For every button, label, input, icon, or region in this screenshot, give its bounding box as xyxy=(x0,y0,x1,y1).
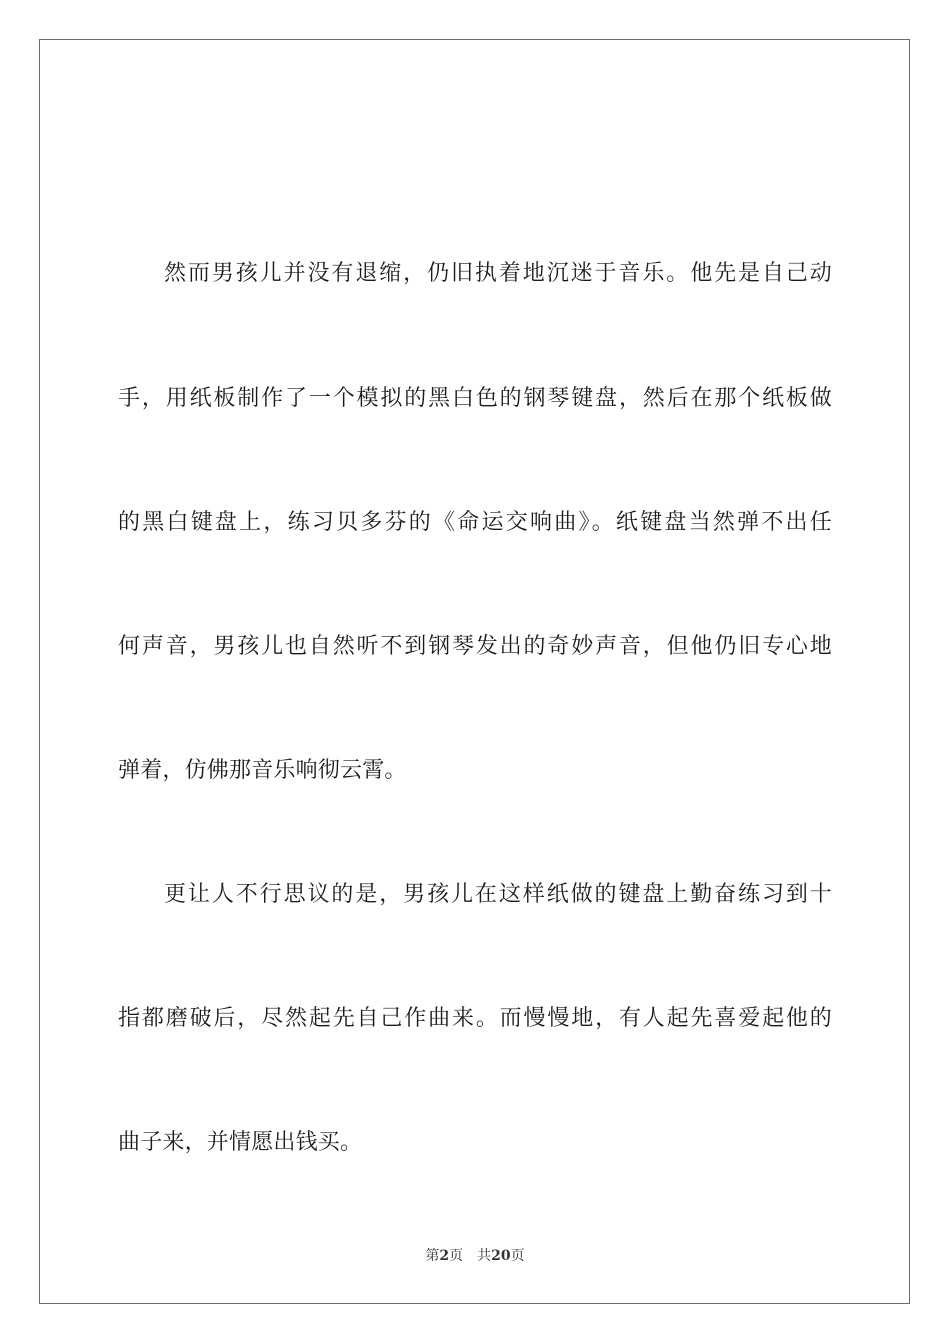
paragraph-1-line-1: 然而男孩儿并没有退缩，仍旧执着地沉迷于音乐。他先是自己动 xyxy=(164,261,832,286)
page-number: 2 xyxy=(439,1248,450,1264)
page-prefix: 第 xyxy=(425,1248,440,1264)
page-border xyxy=(39,39,910,1304)
paragraph-1-line-5: 弹着，仿佛那音乐响彻云霄。 xyxy=(118,758,407,783)
paragraph-2-line-1: 更让人不行思议的是，男孩儿在这样纸做的键盘上勤奋练习到十 xyxy=(164,882,832,907)
total-suffix: 页 xyxy=(510,1248,525,1264)
paragraph-2-line-3: 曲子来，并情愿出钱买。 xyxy=(118,1130,363,1155)
paragraph-2-line-2: 指都磨破后，尽然起先自己作曲来。而慢慢地，有人起先喜爱起他的 xyxy=(118,1006,832,1031)
total-prefix: 共 xyxy=(477,1248,492,1264)
paragraph-1-line-4: 何声音，男孩儿也自然听不到钢琴发出的奇妙声音，但他仍旧专心地 xyxy=(118,634,832,659)
page-footer xyxy=(0,1247,950,1265)
paragraph-1-line-3: 的黑白键盘上，练习贝多芬的《命运交响曲》。纸键盘当然弹不出任 xyxy=(118,510,832,535)
page-suffix: 页 xyxy=(449,1248,464,1264)
paragraph-1-line-2: 手，用纸板制作了一个模拟的黑白色的钢琴键盘，然后在那个纸板做 xyxy=(118,386,832,411)
total-pages: 20 xyxy=(491,1248,511,1264)
